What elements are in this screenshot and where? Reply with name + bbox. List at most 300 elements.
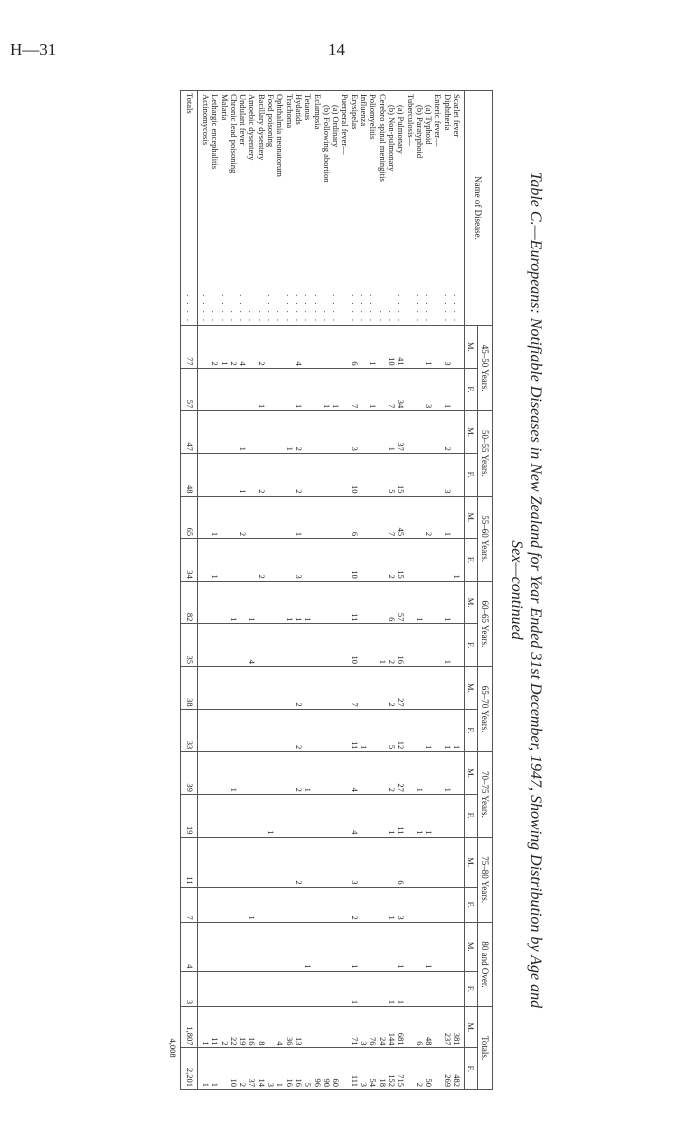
value-cell: 1: [396, 971, 405, 1007]
value-cell: 2: [238, 496, 247, 539]
value-cell: [452, 368, 465, 411]
value-cell: 11: [210, 1007, 219, 1048]
value-cell: [229, 667, 238, 710]
value-cell: [229, 794, 238, 837]
value-cell: [284, 922, 293, 971]
value-cell: 16: [396, 624, 405, 667]
value-cell: [442, 794, 451, 837]
value-cell: [229, 453, 238, 496]
value-cell: [405, 326, 414, 369]
table-body: [168, 91, 464, 1090]
value-cell: 1: [210, 496, 219, 539]
leader-dots: . .: [228, 310, 239, 323]
value-cell: [433, 326, 442, 369]
value-cell: [266, 709, 275, 752]
value-cell: [377, 887, 386, 922]
value-cell: 2: [294, 709, 303, 752]
name-of-disease-header: Name of Disease.: [465, 91, 493, 326]
value-cell: [266, 326, 275, 369]
leader-dots: . .: [321, 310, 332, 323]
value-cell: 3: [442, 453, 451, 496]
value-cell: [275, 496, 284, 539]
value-cell: [368, 922, 377, 971]
value-cell: [433, 971, 442, 1007]
table-row: [303, 91, 312, 1090]
value-cell: 6: [396, 837, 405, 887]
value-cell: [340, 539, 349, 582]
value-cell: [303, 326, 312, 369]
value-cell: 1: [442, 709, 451, 752]
value-cell: [359, 922, 368, 971]
caption-line-2: Sex—continued: [508, 540, 525, 640]
value-cell: [359, 971, 368, 1007]
value-cell: [275, 326, 284, 369]
value-cell: [275, 411, 284, 454]
value-cell: 1: [424, 794, 433, 837]
value-cell: [266, 581, 275, 624]
value-cell: [275, 971, 284, 1007]
value-cell: 3: [359, 1007, 368, 1048]
value-cell: [303, 368, 312, 411]
value-cell: [424, 971, 433, 1007]
value-cell: 10: [229, 1048, 238, 1090]
value-cell: 1: [303, 922, 312, 971]
value-cell: [210, 667, 219, 710]
value-cell: 482: [452, 1048, 465, 1090]
value-cell: [368, 624, 377, 667]
value-cell: [247, 922, 256, 971]
value-cell: [247, 496, 256, 539]
value-cell: 16: [294, 1048, 303, 1090]
value-cell: [331, 581, 340, 624]
value-cell: [247, 837, 256, 887]
disease-name-cell: [442, 91, 451, 326]
leader-dots: . . . .: [424, 294, 435, 323]
disease-name: Ophthalmia neonatorum: [275, 94, 286, 177]
value-cell: [197, 368, 210, 411]
disease-name-cell: [433, 91, 442, 326]
value-cell: [219, 411, 228, 454]
value-cell: 19: [238, 1007, 247, 1048]
leader-dots: . . . .: [238, 294, 249, 323]
disease-name-cell: [294, 91, 303, 326]
value-cell: [303, 667, 312, 710]
value-cell: [197, 496, 210, 539]
value-cell: [312, 496, 321, 539]
value-cell: [377, 922, 386, 971]
group-header: Totals.: [478, 1007, 493, 1090]
value-cell: 65: [181, 496, 197, 539]
disease-name: (a) Ordinary: [331, 105, 342, 148]
leader-dots: . . . .: [359, 294, 370, 323]
value-cell: [219, 922, 228, 971]
value-cell: 6: [415, 1007, 424, 1048]
value-cell: 2: [294, 752, 303, 795]
value-cell: [331, 326, 340, 369]
disease-name: Puerperal fever—: [340, 94, 351, 155]
value-cell: [294, 971, 303, 1007]
leader-dots: . .: [210, 310, 221, 323]
value-cell: 2: [415, 1048, 424, 1090]
value-cell: [238, 752, 247, 795]
value-cell: 11: [349, 581, 358, 624]
value-cell: [303, 1007, 312, 1048]
value-cell: [284, 453, 293, 496]
disease-name-cell: [303, 91, 312, 326]
table-row: [247, 91, 256, 1090]
value-cell: [303, 453, 312, 496]
value-cell: [197, 887, 210, 922]
value-cell: 3: [349, 411, 358, 454]
value-cell: [247, 326, 256, 369]
value-cell: [424, 667, 433, 710]
value-cell: [229, 971, 238, 1007]
value-cell: 1: [442, 581, 451, 624]
value-cell: 3: [294, 539, 303, 582]
table-row: [238, 91, 247, 1090]
value-cell: 77: [181, 326, 197, 369]
value-cell: [312, 326, 321, 369]
male-header: M.: [465, 326, 478, 369]
value-cell: [219, 581, 228, 624]
value-cell: [442, 971, 451, 1007]
group-header: 75–80 Years.: [478, 837, 493, 922]
value-cell: [312, 539, 321, 582]
value-cell: [340, 709, 349, 752]
disease-name-cell: [415, 91, 424, 326]
value-cell: [331, 752, 340, 795]
value-cell: 1: [415, 581, 424, 624]
value-cell: [405, 453, 414, 496]
value-cell: [197, 709, 210, 752]
value-cell: [415, 667, 424, 710]
value-cell: [405, 794, 414, 837]
value-cell: [197, 539, 210, 582]
value-cell: 60: [331, 1048, 340, 1090]
value-cell: [377, 411, 386, 454]
value-cell: [284, 368, 293, 411]
disease-name-cell: [396, 91, 405, 326]
value-cell: [452, 581, 465, 624]
value-cell: [433, 1007, 442, 1048]
value-cell: [284, 794, 293, 837]
value-cell: 2: [256, 453, 265, 496]
leader-dots: . .: [386, 310, 397, 323]
grand-total: 4,008: [168, 1007, 181, 1090]
value-cell: [197, 581, 210, 624]
value-cell: 10: [349, 453, 358, 496]
value-cell: [210, 752, 219, 795]
value-cell: [405, 922, 414, 971]
value-cell: 3: [396, 887, 405, 922]
group-header: 45–50 Years.: [478, 326, 493, 411]
value-cell: 1: [322, 368, 331, 411]
value-cell: 2: [256, 326, 265, 369]
value-cell: 3: [349, 837, 358, 887]
value-cell: [452, 922, 465, 971]
value-cell: 22: [229, 1007, 238, 1048]
value-cell: 2: [294, 837, 303, 887]
value-cell: [359, 624, 368, 667]
value-cell: 2: [294, 453, 303, 496]
value-cell: [415, 326, 424, 369]
value-cell: [266, 453, 275, 496]
value-cell: [368, 411, 377, 454]
value-cell: [238, 887, 247, 922]
value-cell: [229, 837, 238, 887]
leader-dots: . . . .: [219, 294, 230, 323]
value-cell: [433, 837, 442, 887]
value-cell: [377, 581, 386, 624]
value-cell: 50: [424, 1048, 433, 1090]
value-cell: [359, 667, 368, 710]
value-cell: [266, 496, 275, 539]
value-cell: [197, 326, 210, 369]
value-cell: 1: [377, 624, 386, 667]
table-row: [197, 91, 210, 1090]
value-cell: [415, 411, 424, 454]
disease-name: Actinomycosis: [200, 94, 211, 145]
value-cell: [284, 496, 293, 539]
value-cell: 27: [396, 667, 405, 710]
female-header: F.: [465, 539, 478, 582]
disease-table: [168, 90, 493, 1090]
table-row: [181, 91, 197, 1090]
leader-dots: . . . .: [184, 294, 195, 323]
value-cell: [331, 453, 340, 496]
value-cell: [219, 667, 228, 710]
value-cell: [442, 539, 451, 582]
value-cell: 5: [387, 709, 396, 752]
value-cell: [197, 453, 210, 496]
value-cell: 2: [387, 539, 396, 582]
disease-name-cell: [266, 91, 275, 326]
male-header: M.: [465, 922, 478, 971]
value-cell: [266, 624, 275, 667]
value-cell: 269: [442, 1048, 451, 1090]
value-cell: [368, 971, 377, 1007]
value-cell: [433, 709, 442, 752]
value-cell: [405, 368, 414, 411]
value-cell: [229, 539, 238, 582]
value-cell: 1,807: [181, 1007, 197, 1048]
value-cell: [312, 667, 321, 710]
value-cell: 1: [424, 326, 433, 369]
value-cell: [452, 794, 465, 837]
value-cell: 11: [181, 837, 197, 887]
value-cell: [210, 887, 219, 922]
value-cell: [322, 1007, 331, 1048]
male-header: M.: [465, 837, 478, 887]
value-cell: [452, 496, 465, 539]
value-cell: [340, 1007, 349, 1048]
value-cell: [331, 837, 340, 887]
value-cell: [256, 709, 265, 752]
value-cell: 7: [181, 887, 197, 922]
value-cell: [266, 837, 275, 887]
value-cell: 1: [331, 368, 340, 411]
table-row: [442, 91, 451, 1090]
value-cell: [415, 539, 424, 582]
value-cell: 715: [396, 1048, 405, 1090]
value-cell: [405, 971, 414, 1007]
value-cell: [359, 887, 368, 922]
value-cell: 47: [181, 411, 197, 454]
value-cell: 2: [256, 539, 265, 582]
value-cell: [433, 453, 442, 496]
value-cell: [340, 453, 349, 496]
value-cell: [340, 667, 349, 710]
female-header: F.: [465, 887, 478, 922]
value-cell: 2: [238, 1048, 247, 1090]
table-row: [312, 91, 321, 1090]
value-cell: [197, 794, 210, 837]
value-cell: [377, 752, 386, 795]
value-cell: [197, 922, 210, 971]
value-cell: [197, 971, 210, 1007]
value-cell: [377, 794, 386, 837]
value-cell: [247, 709, 256, 752]
value-cell: [266, 539, 275, 582]
value-cell: [424, 752, 433, 795]
value-cell: [312, 887, 321, 922]
value-cell: 13: [294, 1007, 303, 1048]
value-cell: [219, 837, 228, 887]
disease-name: Erysipelas: [349, 94, 360, 130]
value-cell: [303, 837, 312, 887]
value-cell: 3: [266, 1048, 275, 1090]
value-cell: [294, 922, 303, 971]
value-cell: [415, 837, 424, 887]
value-cell: [210, 624, 219, 667]
value-cell: 2: [424, 496, 433, 539]
disease-name: Lethargic encephalitis: [210, 94, 221, 170]
value-cell: [303, 539, 312, 582]
value-cell: [424, 453, 433, 496]
value-cell: [219, 709, 228, 752]
value-cell: [377, 539, 386, 582]
male-header: M.: [465, 667, 478, 710]
value-cell: [284, 837, 293, 887]
value-cell: 7: [387, 496, 396, 539]
value-cell: [377, 326, 386, 369]
value-cell: [442, 887, 451, 922]
value-cell: [294, 794, 303, 837]
value-cell: 1: [359, 709, 368, 752]
value-cell: [405, 837, 414, 887]
value-cell: [415, 887, 424, 922]
value-cell: [312, 709, 321, 752]
value-cell: [340, 837, 349, 887]
page-number: 14: [328, 40, 345, 59]
value-cell: [415, 624, 424, 667]
value-cell: [368, 496, 377, 539]
value-cell: 2: [294, 411, 303, 454]
leader-dots: . . . .: [414, 294, 425, 323]
value-cell: [256, 624, 265, 667]
value-cell: [322, 971, 331, 1007]
value-cell: [433, 496, 442, 539]
value-cell: [284, 624, 293, 667]
female-header: F.: [465, 971, 478, 1007]
value-cell: 1: [294, 496, 303, 539]
value-cell: [377, 837, 386, 887]
value-cell: [312, 581, 321, 624]
value-cell: 1: [284, 581, 293, 624]
value-cell: 15: [396, 453, 405, 496]
female-header: F.: [465, 453, 478, 496]
value-cell: 1: [387, 971, 396, 1007]
table-row: [405, 91, 414, 1090]
value-cell: [405, 752, 414, 795]
leader-dots: . .: [377, 310, 388, 323]
value-cell: 2,201: [181, 1048, 197, 1090]
value-cell: 4: [275, 1007, 284, 1048]
value-cell: [294, 624, 303, 667]
value-cell: [433, 887, 442, 922]
value-cell: [368, 709, 377, 752]
male-header: M.: [465, 581, 478, 624]
disease-name: Totals: [184, 93, 195, 114]
value-cell: 2: [387, 624, 396, 667]
value-cell: 15: [396, 539, 405, 582]
value-cell: [247, 368, 256, 411]
value-cell: [368, 837, 377, 887]
value-cell: 1: [396, 922, 405, 971]
value-cell: [368, 581, 377, 624]
value-cell: 1: [349, 971, 358, 1007]
value-cell: [238, 581, 247, 624]
value-cell: [377, 453, 386, 496]
value-cell: 1: [387, 794, 396, 837]
female-header: F.: [465, 709, 478, 752]
value-cell: 1: [266, 794, 275, 837]
value-cell: [312, 1007, 321, 1048]
value-cell: [322, 922, 331, 971]
leader-dots: . . . .: [200, 294, 211, 323]
value-cell: 3: [442, 326, 451, 369]
value-cell: 1: [256, 368, 265, 411]
value-cell: [359, 411, 368, 454]
value-cell: 33: [181, 709, 197, 752]
table-row: [377, 91, 386, 1090]
grand-total-row: [168, 91, 181, 1090]
value-cell: [322, 581, 331, 624]
value-cell: [266, 667, 275, 710]
value-cell: 37: [396, 411, 405, 454]
table-row: [340, 91, 349, 1090]
value-cell: 3: [359, 1048, 368, 1090]
value-cell: 7: [349, 368, 358, 411]
value-cell: [275, 794, 284, 837]
disease-name: Chronic lead poisoning: [228, 94, 239, 174]
disease-name: (b) Paratyphoid: [414, 105, 425, 159]
value-cell: [340, 496, 349, 539]
value-cell: [442, 837, 451, 887]
value-cell: 7: [387, 368, 396, 411]
value-cell: [377, 368, 386, 411]
value-cell: [284, 752, 293, 795]
value-cell: [424, 581, 433, 624]
value-cell: [322, 326, 331, 369]
value-cell: [340, 794, 349, 837]
value-cell: [442, 922, 451, 971]
table-row: [331, 91, 340, 1090]
value-cell: 1: [424, 922, 433, 971]
value-cell: 1: [415, 794, 424, 837]
value-cell: [368, 539, 377, 582]
value-cell: 2: [219, 1007, 228, 1048]
